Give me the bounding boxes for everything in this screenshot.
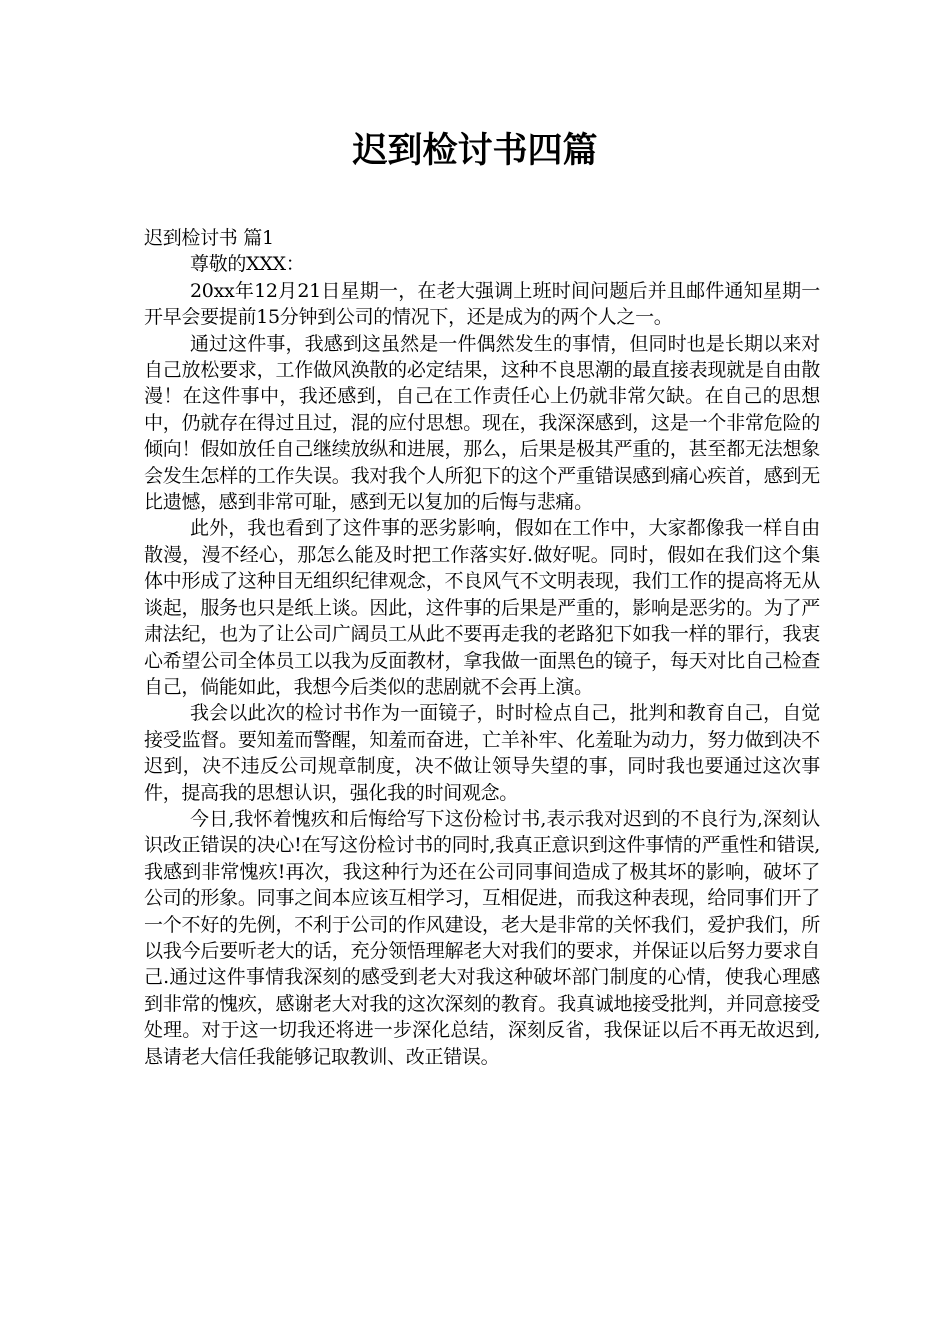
paragraph: 通过这件事，我感到这虽然是一件偶然发生的事情，但同时也是长期以来对自己放松要求，工作做风涣散的必定结果，这种不良思潮的最直接表现就是自由散漫！在这件事中，我还感到，自己在工作责任心上仍就非常欠缺。在自己的思想中，仍就存在得过且过，混的应付思想。现在，我深深感到，这是一个非常危险的倾向！假如放任自己继续放纵和进展，那么，后果是极其严重的，甚至都无法想象会发生怎样的工作失误。我对我个人所犯下的这个严重错误感到痛心疾首，感到无比遗憾，感到非常可耻，感到无以复加的后悔与悲痛。 bbox=[144, 332, 820, 514]
paragraph: 此外，我也看到了这件事的恶劣影响，假如在工作中，大家都像我一样自由散漫，漫不经心，那怎么能及时把工作落实好.做好呢。同时，假如在我们这个集体中形成了这种目无组织纪律观念，不良风气不文明表现，我们工作的提高将无从谈起，服务也只是纸上谈。因此，这件事的后果是严重的，影响是恶劣的。为了严肃法纪，也为了让公司广阔员工从此不要再走我的老路犯下如我一样的罪行，我衷心希望公司全体员工以我为反面教材，拿我做一面黑色的镜子，每天对比自己检查自己，倘能如此，我想今后类似的悲剧就不会再上演。 bbox=[144, 517, 820, 698]
paragraph: 今日,我怀着愧疚和后悔给写下这份检讨书,表示我对迟到的不良行为,深刻认识改正错误的决心!在写这份检讨书的同时,我真正意识到这件事情的严重性和错误,我感到非常愧疚!再次，我这种行为还在公司同事间造成了极其坏的影响，破坏了公司的形象。同事之间本应该互相学习，互相促进，而我这种表现，给同事们开了一个不好的先例，不利于公司的作风建设，老大是非常的关怀我们，爱护我们，所以我今后要听老大的话，充分领悟理解老大对我们的要求，并保证以后努力要求自己.通过这件事情我深刻的感受到老大对我这种破坏部门制度的心情，使我心理感到非常的愧疚，感谢老大对我的这次深刻的教育。我真诚地接受批判，并同意接受处理。对于这一切我还将进一步深化总结，深刻反省，我保证以后不再无故迟到,恳请老大信任我能够记取教训、改正错误。 bbox=[144, 807, 820, 1068]
paragraph: 我会以此次的检讨书作为一面镜子，时时检点自己，批判和教育自己，自觉接受监督。要知羞而警醒，知羞而奋进，亡羊补牢、化羞耻为动力，努力做到决不迟到，决不违反公司规章制度，决不做让领导失望的事，同时我也要通过这次事件，提高我的思想认识，强化我的时间观念。 bbox=[144, 702, 820, 804]
document-title: 迟到检讨书四篇 bbox=[352, 131, 598, 171]
paragraph: 20xx年12月21日星期一，在老大强调上班时间问题后并且邮件通知星期一开早会要提前15分钟到公司的情况下，还是成为的两个人之一。 bbox=[144, 279, 820, 329]
section-heading: 迟到检讨书 篇1 bbox=[144, 227, 274, 249]
salutation: 尊敬的XXX： bbox=[190, 253, 305, 276]
document-body bbox=[144, 225, 820, 1070]
